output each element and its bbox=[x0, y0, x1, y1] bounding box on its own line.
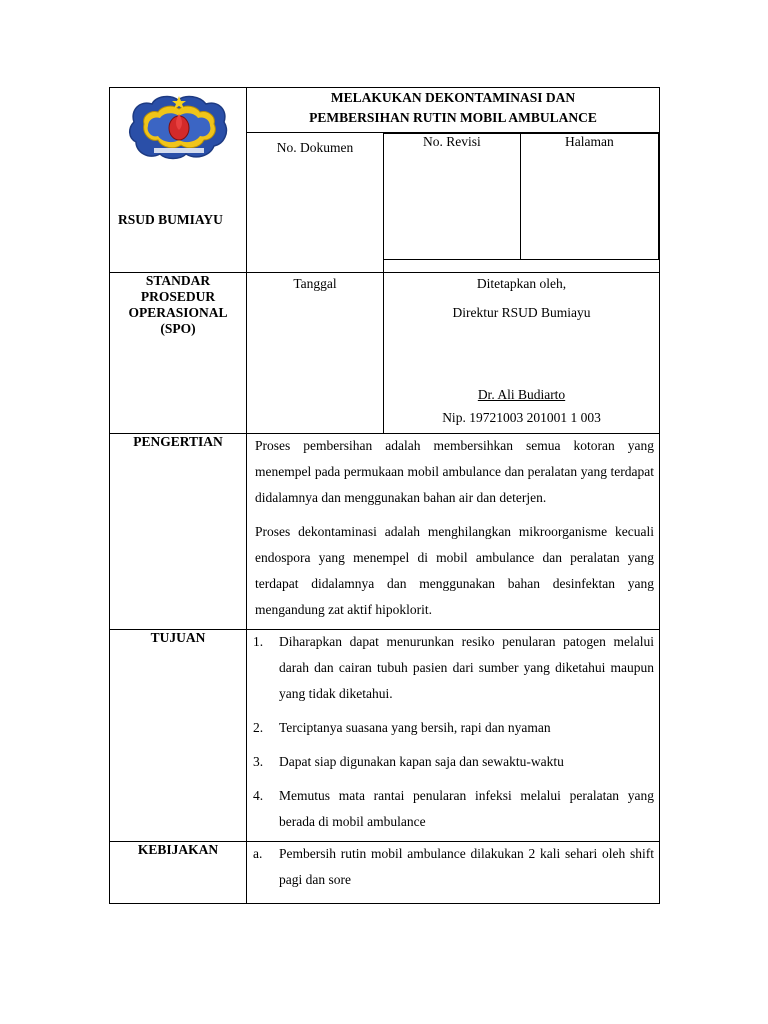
kebijakan-item bbox=[247, 841, 659, 893]
header-logo-cell bbox=[110, 88, 247, 273]
no-dokumen-label: No. Dokumen bbox=[276, 140, 354, 155]
tujuan-item-text: Diharapkan dapat menurunkan resiko penularan patogen melalui darah dan cairan tubuh pasien dari sumber yang diketahui maupun yang tidak diketahui. bbox=[279, 634, 655, 701]
tujuan-item bbox=[247, 715, 659, 741]
spo-label-line-1: STANDAR bbox=[145, 273, 211, 288]
tujuan-item bbox=[247, 749, 659, 775]
tujuan-item-number: 3. bbox=[253, 754, 264, 769]
revisi-halaman-cell bbox=[384, 133, 660, 273]
no-revisi-label: No. Revisi bbox=[384, 134, 520, 260]
tujuan-item-text: Terciptanya suasana yang bersih, rapi dan nyaman bbox=[279, 720, 551, 735]
tujuan-item bbox=[247, 629, 659, 707]
title-line-2: PEMBERSIHAN RUTIN MOBIL AMBULANCE bbox=[309, 110, 597, 125]
spo-label-line-4: (SPO) bbox=[160, 321, 196, 336]
tujuan-item-number: 2. bbox=[253, 720, 264, 735]
kebijakan-label: KEBIJAKAN bbox=[110, 842, 247, 904]
tujuan-label: TUJUAN bbox=[110, 630, 247, 842]
kebijakan-item-text: Pembersih rutin mobil ambulance dilakukan 2 kali sehari oleh shift pagi dan sore bbox=[279, 846, 655, 887]
tujuan-item bbox=[247, 783, 659, 835]
tujuan-item-text: Memutus mata rantai penularan infeksi melalui peralatan yang berada di mobil ambulance bbox=[279, 788, 655, 829]
spo-label-line-3: OPERASIONAL bbox=[128, 305, 228, 320]
tujuan-item-number: 4. bbox=[253, 788, 264, 803]
pengertian-paragraph-2: Proses dekontaminasi adalah menghilangkan mikroorganisme kecuali endospora yang menempel di mobil ambulance dan peralatan yang terdapat didalamnya dan menggunakan bahan desinfektan yang mengandung zat aktif hipoklorit. bbox=[255, 524, 655, 617]
hospital-name: RSUD BUMIAYU bbox=[118, 212, 223, 227]
revisi-halaman-subtable bbox=[384, 133, 659, 260]
pengertian-label: PENGERTIAN bbox=[110, 434, 247, 630]
signer-name: Dr. Ali Budiarto bbox=[477, 387, 566, 402]
ditetapkan-cell bbox=[384, 273, 660, 434]
document-title bbox=[247, 88, 660, 133]
hospital-emblem-logo bbox=[126, 92, 232, 164]
tujuan-content bbox=[247, 630, 660, 842]
kebijakan-item-letter: a. bbox=[253, 846, 263, 861]
kebijakan-content bbox=[247, 842, 660, 904]
spo-document-table bbox=[109, 87, 660, 904]
pengertian-content bbox=[247, 434, 660, 630]
ditetapkan-label: Ditetapkan oleh, bbox=[476, 276, 567, 291]
tanggal-cell bbox=[247, 273, 384, 434]
halaman-label: Halaman bbox=[520, 134, 658, 260]
direktur-title: Direktur RSUD Bumiayu bbox=[452, 305, 591, 320]
tujuan-item-text: Dapat siap digunakan kapan saja dan sewaktu-waktu bbox=[279, 754, 564, 769]
spo-label bbox=[110, 273, 247, 434]
title-line-1: MELAKUKAN DEKONTAMINASI DAN bbox=[330, 90, 576, 105]
tanggal-label: Tanggal bbox=[293, 276, 337, 291]
no-dokumen-cell bbox=[247, 133, 384, 273]
tujuan-item-number: 1. bbox=[253, 634, 264, 649]
pengertian-paragraph-1: Proses pembersihan adalah membersihkan semua kotoran yang menempel pada permukaan mobil ambulance dan peralatan yang terdapat didalamnya dan menggunakan bahan air dan deterjen. bbox=[255, 438, 655, 505]
spo-label-line-2: PROSEDUR bbox=[140, 289, 216, 304]
signer-nip: Nip. 19721003 201001 1 003 bbox=[442, 410, 601, 425]
